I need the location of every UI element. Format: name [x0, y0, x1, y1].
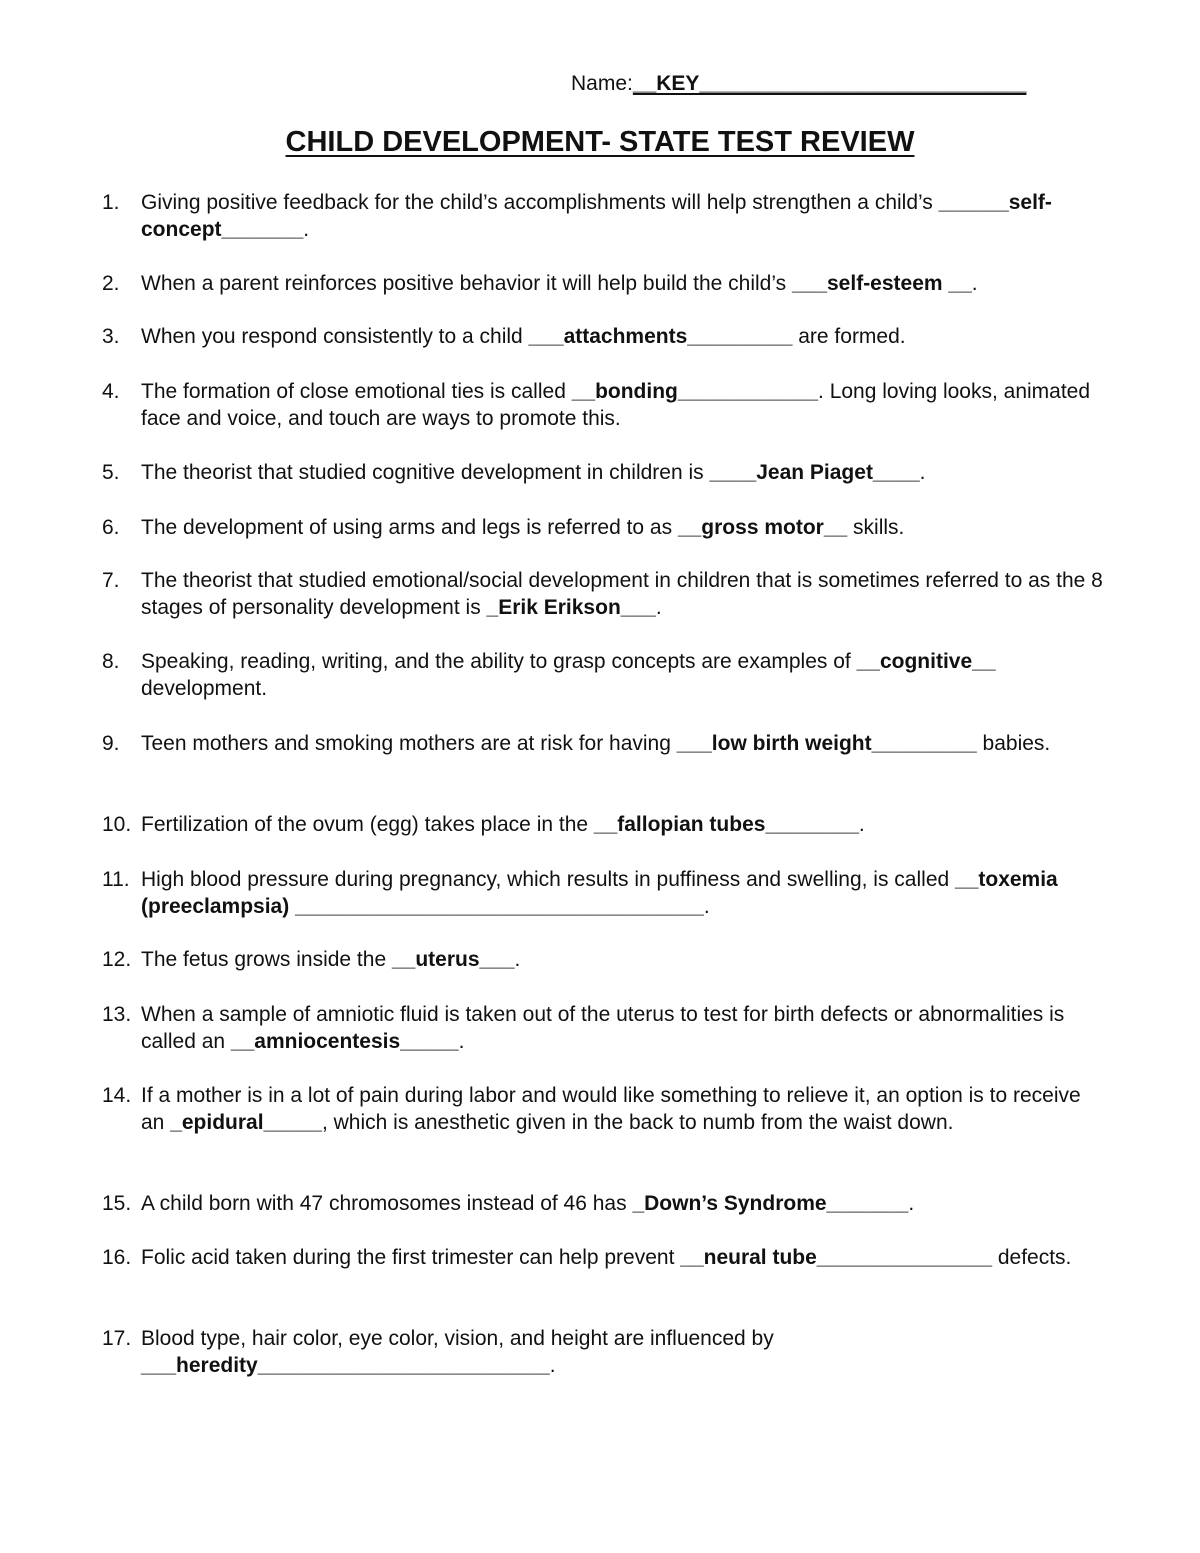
question-answer: __neural tube_______________ — [680, 1246, 992, 1269]
question-text-end: babies. — [976, 732, 1051, 755]
question-text-end: . — [703, 895, 710, 918]
page-title: CHILD DEVELOPMENT- STATE TEST REVIEW — [285, 126, 915, 158]
question-number: 2. — [102, 272, 120, 295]
question-answer: _epidural_____ — [170, 1111, 322, 1134]
question-number: 14. — [102, 1084, 132, 1107]
question-answer: ______self-concept_______ — [141, 191, 1052, 241]
question-text-end: . Long loving looks, animated face and voice, and touch are ways to promote this. — [141, 380, 1091, 430]
question-text: When you respond consistently to a child — [141, 325, 529, 348]
question-text-end: , which is anesthetic given in the back to numb from the waist down. — [321, 1111, 954, 1134]
question-text-end: . — [549, 1354, 556, 1377]
name-line — [571, 72, 1026, 96]
question-text: Speaking, reading, writing, and the ability to grasp concepts are examples of — [141, 650, 857, 673]
question-answer: __cognitive__ — [856, 650, 996, 673]
question-text: Blood type, hair color, eye color, vision, and height are influenced by — [141, 1327, 774, 1350]
question-text: When a sample of amniotic fluid is taken out of the uterus to test for birth defects or abnormalities is called an — [141, 1003, 1065, 1053]
question-text-end: . — [303, 218, 310, 241]
question-text-end: . — [655, 596, 662, 619]
question-answer: ____Jean Piaget____ — [709, 461, 920, 484]
question-number: 7. — [102, 569, 120, 592]
question-answer: __toxemia (preeclampsia) ___________________________________ — [141, 868, 1058, 918]
question-text: Giving positive feedback for the child’s accomplishments will help strengthen a child’s — [141, 191, 939, 214]
question-text: Teen mothers and smoking mothers are at risk for having — [141, 732, 677, 755]
question-text-end: . — [514, 948, 521, 971]
question-number: 5. — [102, 461, 120, 484]
question-text: If a mother is in a lot of pain during labor and would like something to relieve it, an option is to receive an — [141, 1084, 1081, 1134]
question-answer: ___self-esteem __ — [791, 272, 972, 295]
question-text: When a parent reinforces positive behavior it will help build the child’s — [141, 272, 792, 295]
question-answer: __gross motor__ — [677, 516, 848, 539]
question-answer: ___low birth weight_________ — [676, 732, 977, 755]
question-number: 15. — [102, 1192, 132, 1215]
question-text-end: . — [971, 272, 978, 295]
question-answer: _Down’s Syndrome_______ — [632, 1192, 909, 1215]
question-answer: _Erik Erikson___ — [486, 596, 656, 619]
question-text: A child born with 47 chromosomes instead of 46 has — [141, 1192, 633, 1215]
question-answer: __bonding____________ — [571, 380, 819, 403]
question-answer: __fallopian tubes________ — [593, 813, 859, 836]
name-answer: __KEY____________________________ — [632, 72, 1027, 95]
question-number: 1. — [102, 191, 120, 214]
question-number: 13. — [102, 1003, 132, 1026]
question-text-end: . — [908, 1192, 915, 1215]
question-number: 17. — [102, 1327, 132, 1350]
question-text-end: defects. — [992, 1246, 1072, 1269]
question-text: The theorist that studied cognitive development in children is — [141, 461, 710, 484]
question-text: The development of using arms and legs is referred to as — [141, 516, 678, 539]
question-text-end: . — [458, 1030, 465, 1053]
question-text: The fetus grows inside the — [141, 948, 392, 971]
question-number: 16. — [102, 1246, 132, 1269]
question-text-end: . — [919, 461, 926, 484]
question-number: 8. — [102, 650, 120, 673]
question-number: 11. — [102, 868, 130, 891]
question-number: 6. — [102, 516, 120, 539]
question-number: 4. — [102, 380, 120, 403]
question-number: 9. — [102, 732, 120, 755]
question-number: 3. — [102, 325, 120, 348]
name-label: Name: — [571, 72, 633, 95]
question-number: 10. — [102, 813, 132, 836]
question-text: The formation of close emotional ties is called — [141, 380, 572, 403]
question-answer: ___attachments_________ — [528, 325, 793, 348]
question-answer: __amniocentesis_____ — [230, 1030, 459, 1053]
question-answer: __uterus___ — [391, 948, 515, 971]
question-text-end: skills. — [847, 516, 905, 539]
question-number: 12. — [102, 948, 132, 971]
question-text: The theorist that studied emotional/social development in children that is sometimes referred to as the 8 stages of personality development is — [141, 569, 1103, 619]
question-text: Folic acid taken during the first trimester can help prevent — [141, 1246, 681, 1269]
question-text-end: . — [858, 813, 865, 836]
question-text-end: development. — [141, 677, 268, 700]
question-answer: ___heredity_________________________ — [141, 1354, 550, 1377]
question-text-end: are formed. — [792, 325, 906, 348]
question-text: Fertilization of the ovum (egg) takes place in the — [141, 813, 594, 836]
question-text: High blood pressure during pregnancy, which results in puffiness and swelling, is called — [141, 868, 956, 891]
